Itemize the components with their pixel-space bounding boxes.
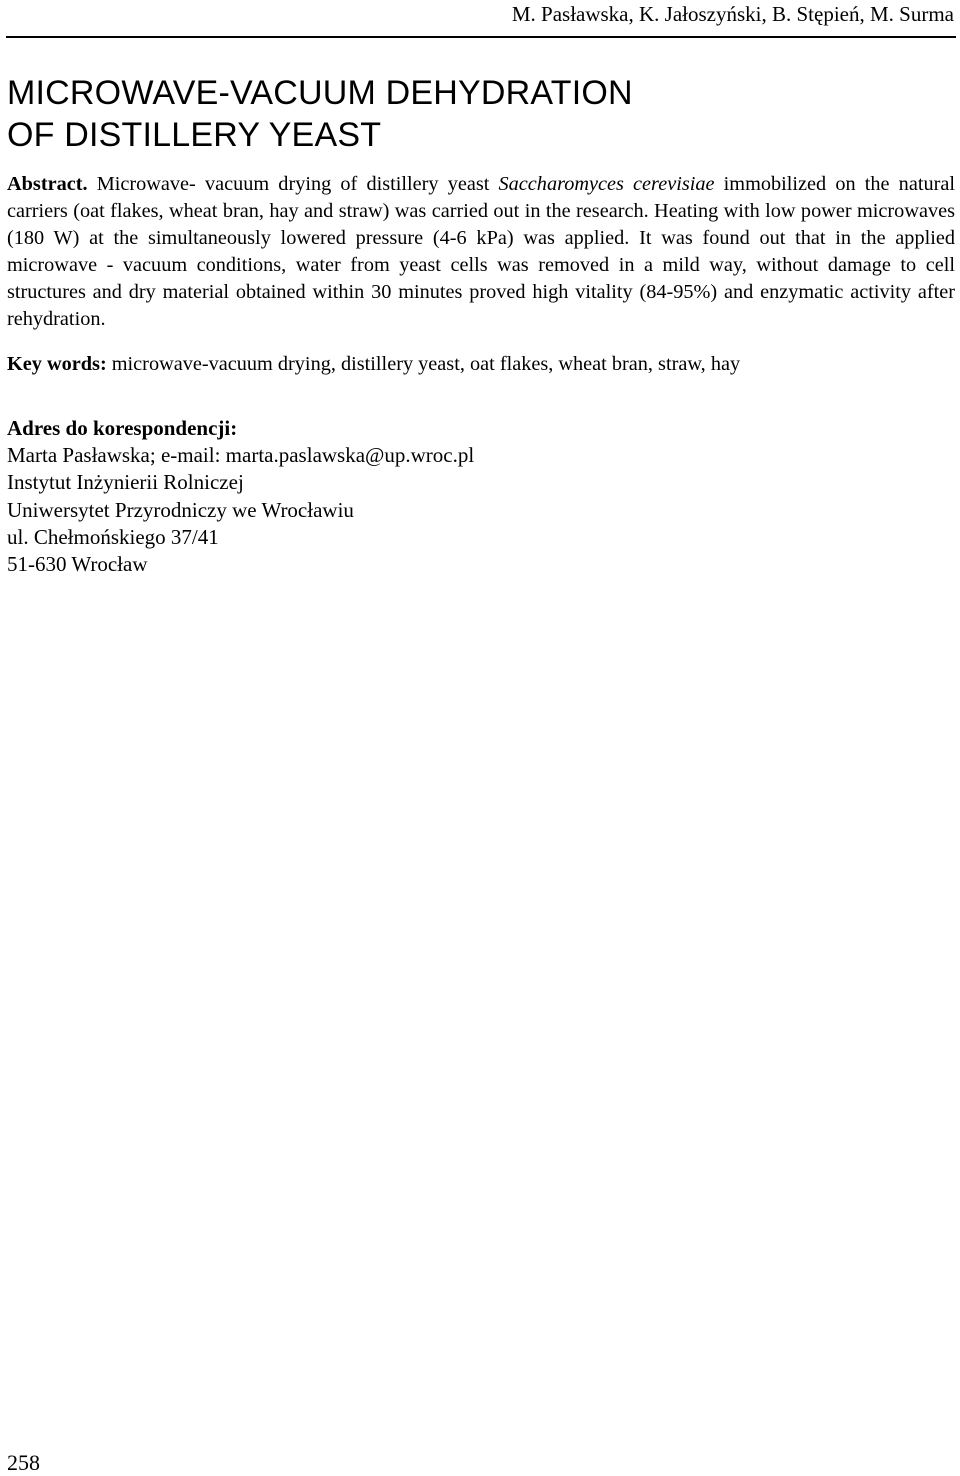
page-number: 258 — [7, 1450, 40, 1475]
keywords-text: microwave-vacuum drying, distillery yeast, oat flakes, wheat bran, straw, hay — [106, 353, 741, 375]
header-divider — [6, 36, 956, 38]
keywords-line — [7, 351, 955, 378]
keywords-label: Key words: — [7, 353, 107, 375]
abstract-species-name: Saccharomyces cerevisiae — [498, 173, 715, 195]
address-line-street: ul. Chełmońskiego 37/41 — [7, 524, 219, 549]
paper-title — [7, 72, 633, 156]
address-line-university: Uniwersytet Przyrodniczy we Wrocławiu — [7, 497, 354, 522]
address-line-contact: Marta Pasławska; e-mail: marta.paslawska@up.wroc.pl — [7, 443, 475, 468]
abstract-label: Abstract. — [7, 173, 88, 195]
abstract-paragraph — [7, 171, 955, 333]
abstract-text-part-1: Microwave- vacuum drying of distillery yeast — [87, 173, 499, 195]
title-line-2: OF DISTILLERY YEAST — [7, 116, 382, 154]
running-header-authors: M. Pasławska, K. Jałoszyński, B. Stępień, M. Surma — [511, 2, 954, 26]
address-line-city: 51-630 Wrocław — [7, 552, 148, 577]
correspondence-address — [7, 415, 474, 578]
title-line-1: MICROWAVE-VACUUM DEHYDRATION — [7, 74, 633, 112]
abstract-text-part-2: immobilized on the natural carriers (oat flakes, wheat bran, hay and straw) was carried out in the research. Heating with low power microwaves (180 W) at the simultaneously lowered pressure (4-6 kPa) was applied. It was found out that in the applied microwave - vacuum conditions, water from yeast cells was removed in a mild way, without damage to cell structures and dry material obtained within 30 minutes proved high vitality (84-95%) and enzymatic activity after rehydration. — [7, 173, 955, 330]
address-line-institute: Instytut Inżynierii Rolniczej — [7, 470, 244, 495]
address-heading: Adres do korespondencji: — [7, 416, 238, 440]
